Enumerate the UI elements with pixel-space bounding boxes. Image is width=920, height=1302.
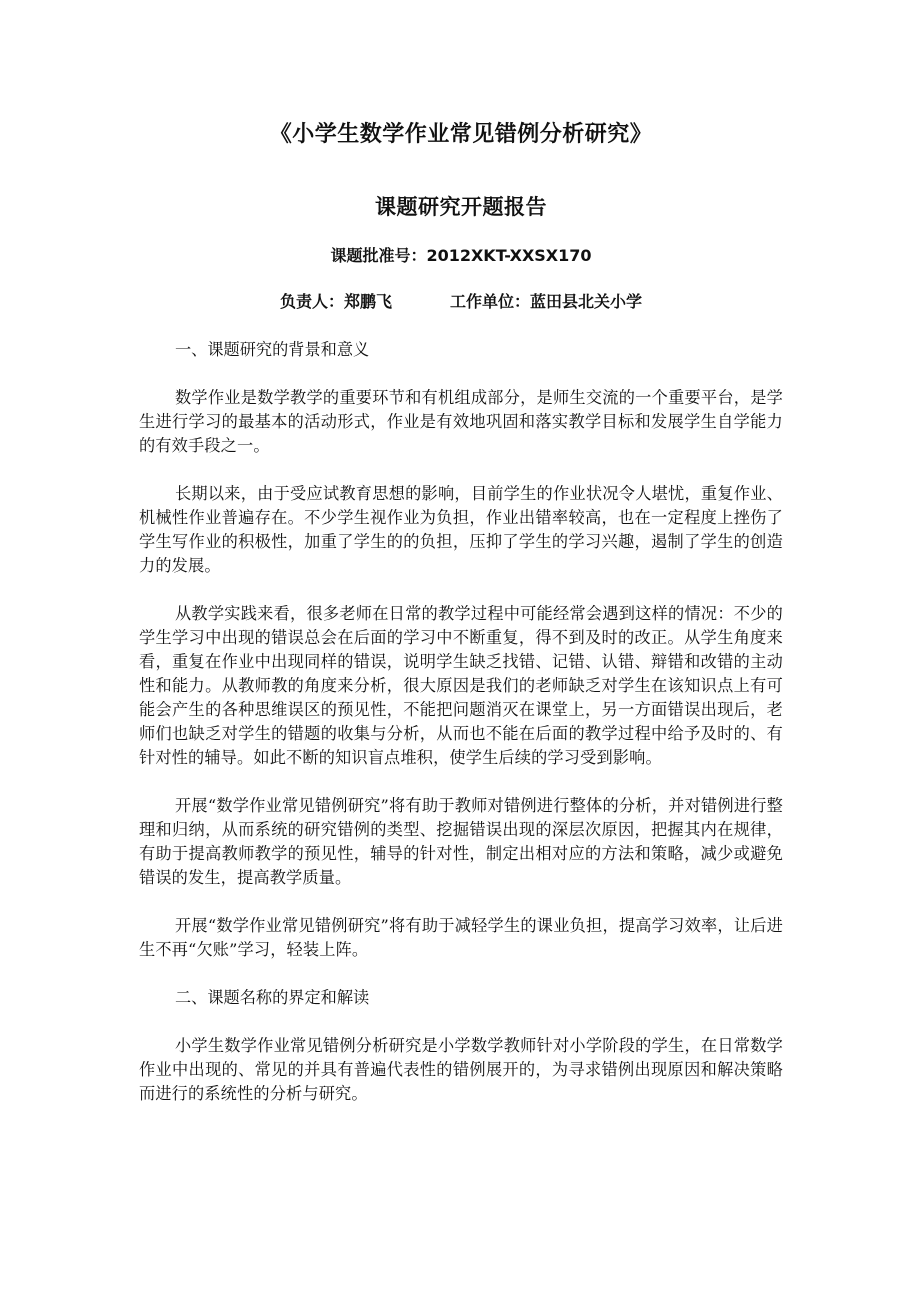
project-leader: 负责人：郑鹏飞 [279, 292, 392, 311]
document-title: 《小学生数学作业常见错例分析研究》 [269, 122, 653, 147]
approval-number: 课题批准号：2012XKT-XXSX170 [330, 246, 592, 265]
section-heading-definition: 二、课题名称的界定和解读 [175, 988, 370, 1007]
work-unit: 工作单位：蓝田县北关小学 [450, 292, 643, 311]
report-subtitle: 课题研究开题报告 [375, 195, 547, 219]
paragraph-research-benefit-students: 开展“数学作业常见错例研究”将有助于减轻学生的课业负担，提高学习效率，让后进生不再“欠账”学习，轻装上阵。 [139, 916, 783, 959]
paragraph-homework-importance: 数学作业是数学教学的重要环节和有机组成部分，是师生交流的一个重要平台，是学生进行学习的最基本的活动形式，作业是有效地巩固和落实教学目标和发展学生自学能力的有效手段之一。 [139, 388, 783, 455]
author-info-row [139, 290, 783, 314]
section-heading-background: 一、课题研究的背景和意义 [175, 340, 370, 359]
document-body [139, 118, 783, 1106]
paragraph-research-benefit-teachers: 开展“数学作业常见错例研究”将有助于教师对错例进行整体的分析，并对错例进行整理和归纳，从而系统的研究错例的类型、挖掘错误出现的深层次原因，把握其内在规律，有助于提高教师教学的预见性，辅导的针对性，制定出相对应的方法和策略，减少或避免错误的发生，提高教学质量。 [139, 796, 783, 887]
paragraph-topic-definition: 小学生数学作业常见错例分析研究是小学数学教师针对小学阶段的学生，在日常数学作业中出现的、常见的并具有普遍代表性的错例展开的，为寻求错例出现原因和解决策略而进行的系统性的分析与研究。 [139, 1036, 783, 1103]
paragraph-teaching-practice: 从教学实践来看，很多老师在日常的教学过程中可能经常会遇到这样的情况：不少的学生学习中出现的错误总会在后面的学习中不断重复，得不到及时的改正。从学生角度来看，重复在作业中出现同样的错误，说明学生缺乏找错、记错、认错、辩错和改错的主动性和能力。从教师教的角度来分析，很大原因是我们的老师缺乏对学生在该知识点上有可能会产生的各种思维误区的预见性，不能把问题消灭在课堂上，另一方面错误出现后，老师们也缺乏对学生的错题的收集与分析，从而也不能在后面的教学过程中给予及时的、有针对性的辅导。如此不断的知识盲点堆积，使学生后续的学习受到影响。 [139, 604, 783, 767]
paragraph-homework-problems: 长期以来，由于受应试教育思想的影响，目前学生的作业状况令人堪忧，重复作业、机械性作业普遍存在。不少学生视作业为负担，作业出错率较高，也在一定程度上挫伤了学生写作业的积极性，加重了学生的的负担，压抑了学生的学习兴趣，遏制了学生的创造力的发展。 [139, 484, 783, 575]
